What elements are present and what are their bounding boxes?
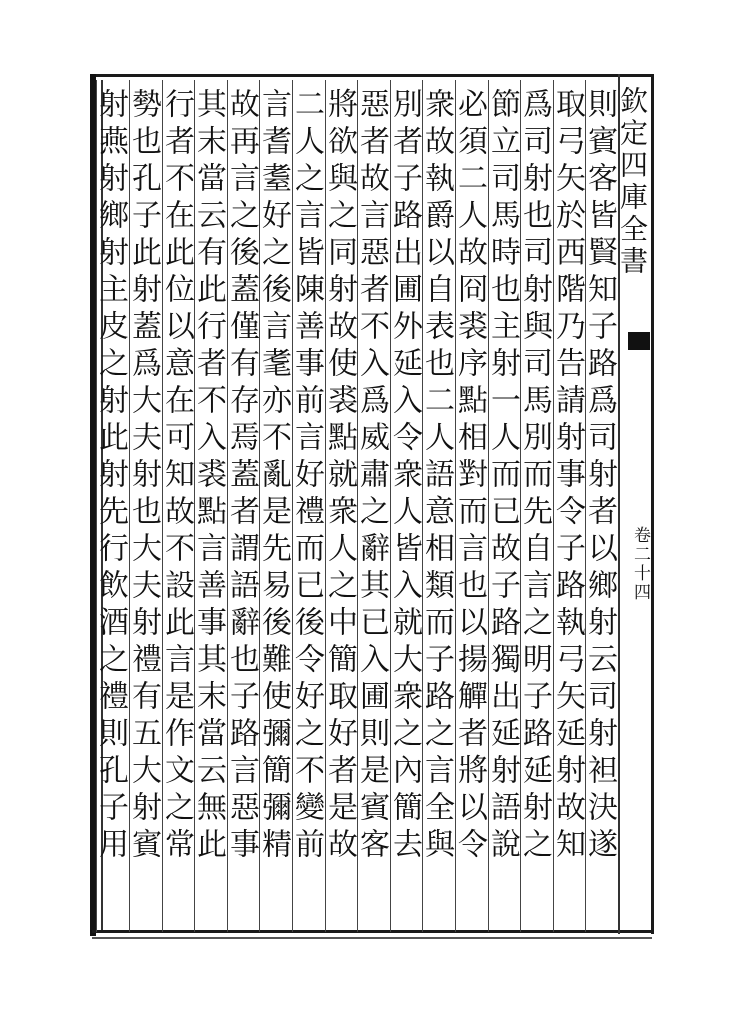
text-column: 別者子路出圃外延入令衆人皆入就大衆之內簡去 xyxy=(387,88,422,865)
frame-top-border xyxy=(92,74,654,77)
text-column: 將欲與之同射故使裘點就衆人之中簡取好者是故 xyxy=(322,88,357,865)
text-column: 爲司射也司射與司馬別而先自言之明子路延射之 xyxy=(517,88,552,865)
text-column: 必須二人故冏裘序點相對而言也以揚觶者將以令 xyxy=(452,88,487,865)
text-column: 二人之言皆陳善事前言好禮而已後令好之不變前 xyxy=(289,88,324,865)
text-column: 射燕射鄉射主皮之射此射先行飲酒之禮則孔子用 xyxy=(93,88,128,865)
frame-bottom-border-double xyxy=(92,937,652,939)
text-column: 則賓客皆賢知子路爲司射者以鄉射云司射袒決遂 xyxy=(582,88,617,865)
page-header-column xyxy=(616,86,652,926)
text-column: 勢也孔子此射蓋爲大夫射也大夫射禮有五大射賓 xyxy=(126,88,161,865)
book-title: 欽定四庫全書 xyxy=(616,86,649,278)
text-column: 惡者故言惡者不入爲威肅之辭其已入圃則是賓客 xyxy=(354,88,389,865)
frame-bottom-border xyxy=(92,930,652,933)
fishtail-mark-icon xyxy=(628,332,650,350)
text-column: 故再言之後蓋僅有存焉蓋者謂語辭也子路言惡事 xyxy=(224,88,259,865)
text-column: 言耆耋好之後言耄亦不亂是先易後難使彌簡彌精 xyxy=(256,88,291,865)
text-column: 其末當云有此行者不入裘點言善事其末當云無此 xyxy=(191,88,226,865)
text-column: 節立司馬時也主射一人而已故子路獨出延射語說 xyxy=(485,88,520,865)
text-column: 衆故執爵以自表也二人語意相類而子路之言全與 xyxy=(419,88,454,865)
volume-label: 卷二十四 xyxy=(630,526,650,602)
text-column: 行者不在此位以意在可知故不設此言是作文之常 xyxy=(159,88,194,865)
text-column: 取弓矢於西階乃告請射事令子路執弓矢延射故知 xyxy=(550,88,585,865)
